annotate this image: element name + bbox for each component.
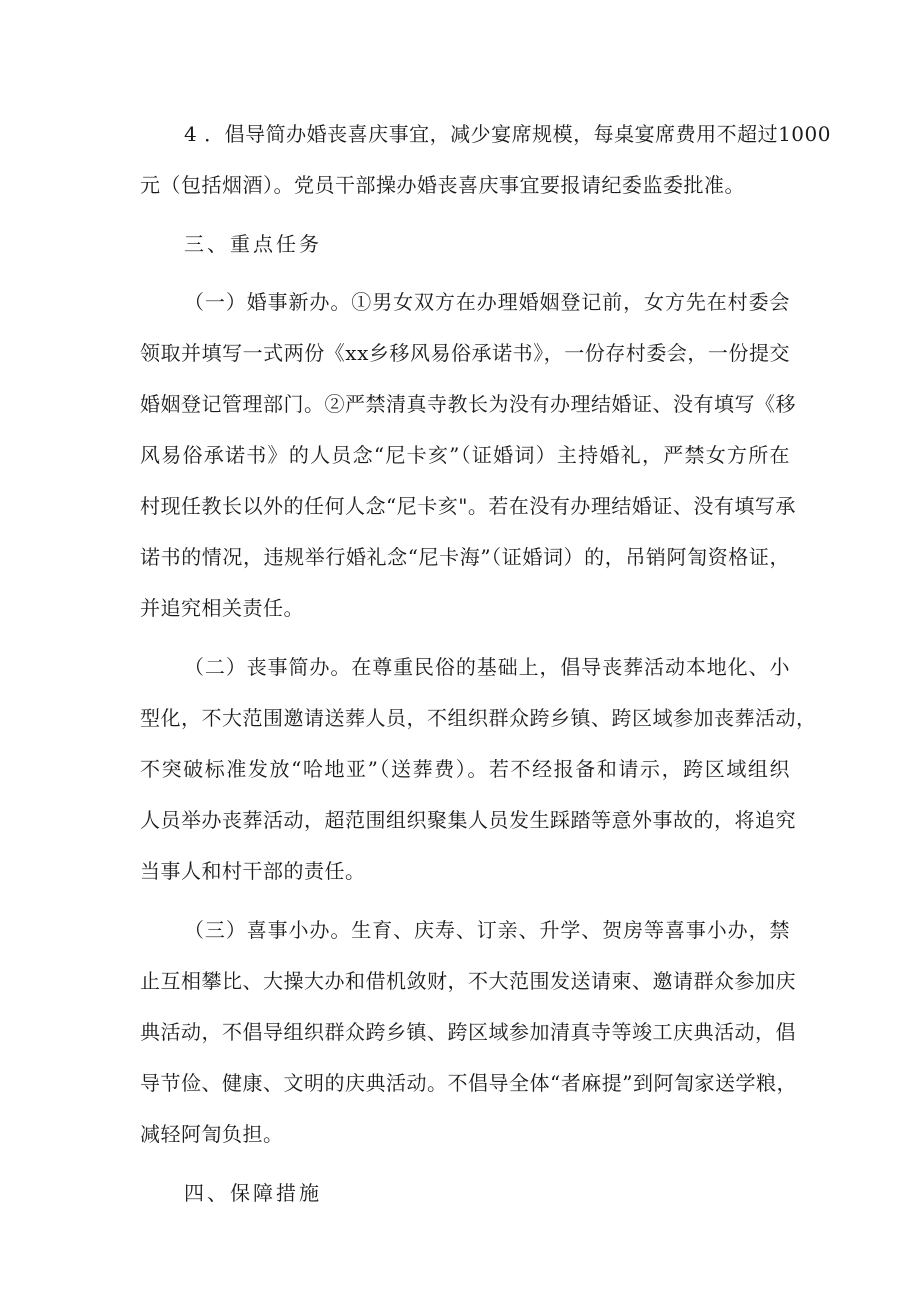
paragraph-line: 型化，不大范围邀请送葬人员，不组织群众跨乡镇、跨区域参加丧葬活动， [140, 706, 817, 730]
paragraph-line: 婚姻登记管理部门。②严禁清真寺教长为没有办理结婚证、没有填写《移 [140, 392, 796, 416]
paragraph-line: （三）喜事小办。生育、庆寿、订亲、升学、贺房等喜事小办，禁 [184, 918, 790, 942]
paragraph-line: 村现任教长以外的任何人念“尼卡亥"。若在没有办理结婚证、没有填写承 [140, 494, 796, 518]
paragraph-line: 人员举办丧葬活动，超范围组织聚集人员发生踩踏等意外事故的，将追究 [140, 808, 796, 832]
paragraph-line: （一）婚事新办。①男女双方在办理婚姻登记前，女方先在村委会 [184, 290, 790, 314]
paragraph-line: 4 ．倡导简办婚丧喜庆事宜，减少宴席规模，每桌宴席费用不超过1000 [184, 122, 831, 146]
paragraph-line: 典活动，不倡导组织群众跨乡镇、跨区域参加清真寺等竣工庆典活动，倡 [140, 1020, 796, 1044]
paragraph-line: 风易俗承诺书》的人员念“尼卡亥”（证婚词）主持婚礼，严禁女方所在 [140, 443, 790, 467]
paragraph-line: （二）丧事简办。在尊重民俗的基础上，倡导丧葬活动本地化、小 [184, 655, 790, 679]
paragraph-line: 并追究相关责任。 [140, 596, 304, 620]
paragraph-line: 不突破标准发放“哈地亚”（送葬费）。若不经报备和请示，跨区域组织 [140, 757, 790, 781]
section-heading: 四、保障措施 [184, 1181, 322, 1205]
paragraph-line: 止互相攀比、大操大办和借机敛财，不大范围发送请柬、邀请群众参加庆 [140, 969, 796, 993]
paragraph-line: 当事人和村干部的责任。 [140, 859, 366, 883]
paragraph-line: 诺书的情况，违规举行婚礼念“尼卡海”（证婚词）的，吊销阿訇资格证， [140, 545, 790, 569]
paragraph-line: 领取并填写一式两份《xx乡移风易俗承诺书》，一份存村委会，一份提交 [140, 341, 790, 365]
paragraph-line: 减轻阿訇负担。 [140, 1122, 284, 1146]
paragraph-line: 元（包括烟酒）。党员干部操办婚丧喜庆事宜要报请纪委监委批准。 [140, 173, 745, 197]
paragraph-line: 导节俭、健康、文明的庆典活动。不倡导全体“者麻提”到阿訇家送学粮， [140, 1071, 797, 1095]
section-heading: 三、重点任务 [184, 232, 322, 256]
